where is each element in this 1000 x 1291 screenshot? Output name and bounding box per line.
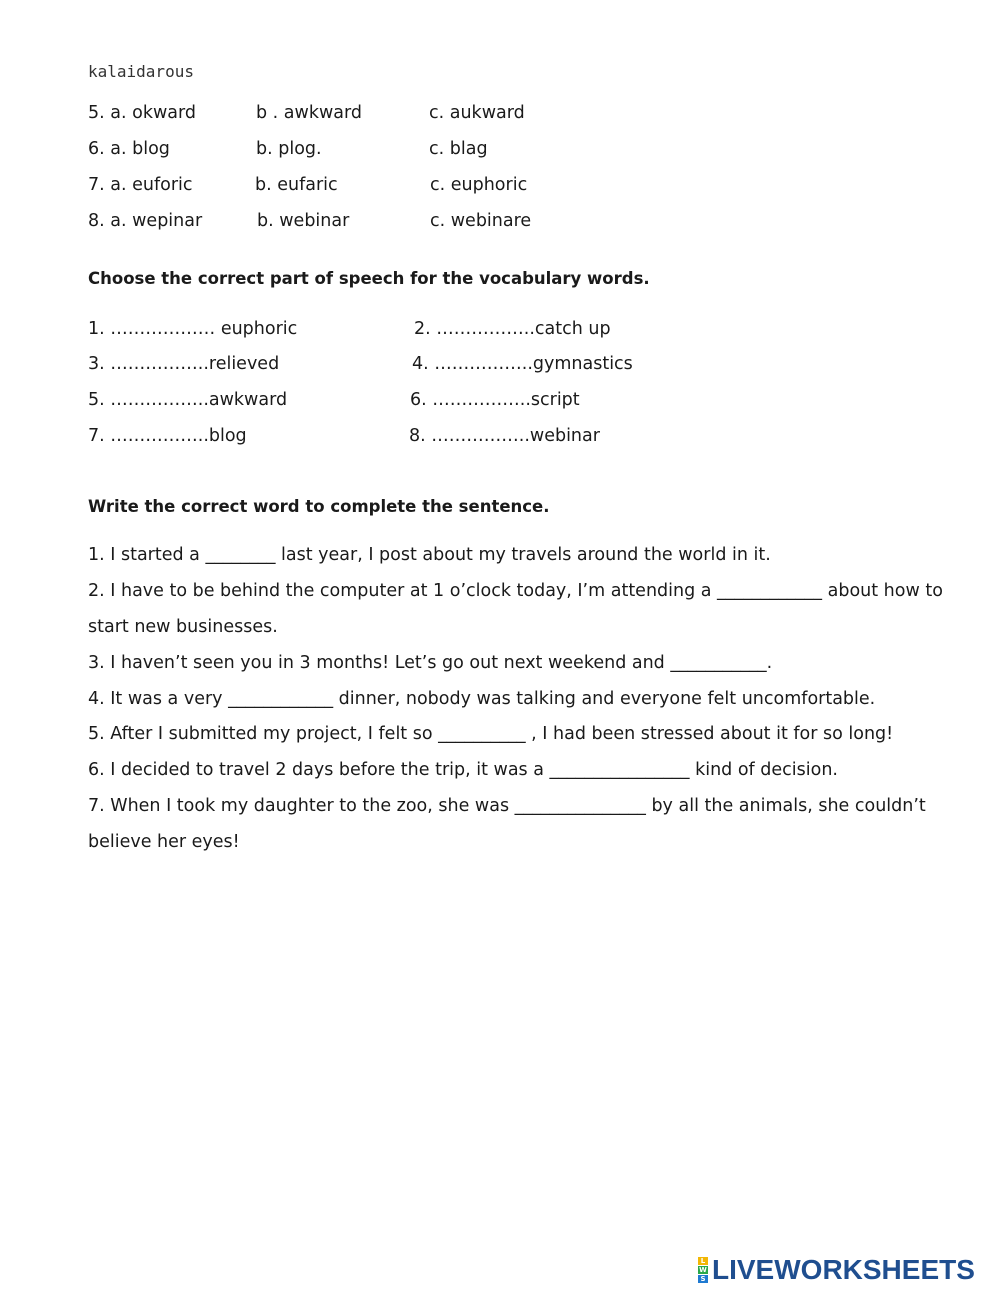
logo-mark-letter: S (698, 1275, 708, 1283)
vocab-item: 2. ……………..catch up (414, 319, 611, 339)
vocab-item: 5. ……………..awkward (88, 390, 288, 410)
logo-mark-letter: W (699, 1266, 707, 1274)
header-note: kalaidarous (88, 62, 194, 81)
spelling-option: b. plog. (256, 139, 322, 159)
logo-text: LIVEWORKSHEETS (712, 1254, 975, 1285)
spelling-row: 6. a. blog (88, 139, 170, 159)
spelling-option: b. webinar (257, 211, 350, 231)
spelling-row: 8. a. wepinar (88, 211, 203, 231)
spelling-option: c. euphoric (430, 175, 528, 195)
spelling-option: c. blag (429, 139, 488, 159)
sentence-line: 1. I started a ________ last year, I post about my travels around the world in it. (88, 545, 771, 565)
section-heading: Write the correct word to complete the sentence. (88, 497, 550, 516)
vocab-item: 8. ……………..webinar (409, 426, 600, 446)
vocab-item: 1. ……………… euphoric (88, 319, 298, 339)
logo-mark-icon (698, 1257, 708, 1283)
vocab-item: 4. ……………..gymnastics (412, 354, 633, 374)
sentence-line: 3. I haven’t seen you in 3 months! Let’s go out next weekend and ___________. (88, 653, 773, 673)
spelling-row: 7. a. euforic (88, 175, 193, 195)
sentence-line: start new businesses. (88, 617, 278, 637)
sentence-line: believe her eyes! (88, 832, 240, 852)
spelling-option: b . awkward (256, 103, 362, 123)
vocab-item: 3. ……………..relieved (88, 354, 280, 374)
sentence-line: 4. It was a very ____________ dinner, nobody was talking and everyone felt uncomfortable. (88, 689, 876, 709)
spelling-option: c. aukward (429, 103, 525, 123)
sentence-line: 2. I have to be behind the computer at 1 o’clock today, I’m attending a ____________ about how to (88, 581, 943, 601)
spelling-row: 5. a. okward (88, 103, 196, 123)
liveworksheets-logo (698, 1254, 975, 1286)
spelling-option: b. eufaric (255, 175, 338, 195)
section-heading: Choose the correct part of speech for the vocabulary words. (88, 269, 650, 288)
logo-mark-letter: L (698, 1257, 708, 1265)
sentence-line: 5. After I submitted my project, I felt so __________ , I had been stressed about it for so long! (88, 724, 894, 744)
spelling-option: c. webinare (430, 211, 532, 231)
vocab-item: 7. ……………..blog (88, 426, 247, 446)
sentence-line: 6. I decided to travel 2 days before the trip, it was a ________________ kind of decision. (88, 760, 838, 780)
sentence-line: 7. When I took my daughter to the zoo, she was _______________ by all the animals, she couldn’t (88, 796, 926, 816)
vocab-item: 6. ……………..script (410, 390, 580, 410)
